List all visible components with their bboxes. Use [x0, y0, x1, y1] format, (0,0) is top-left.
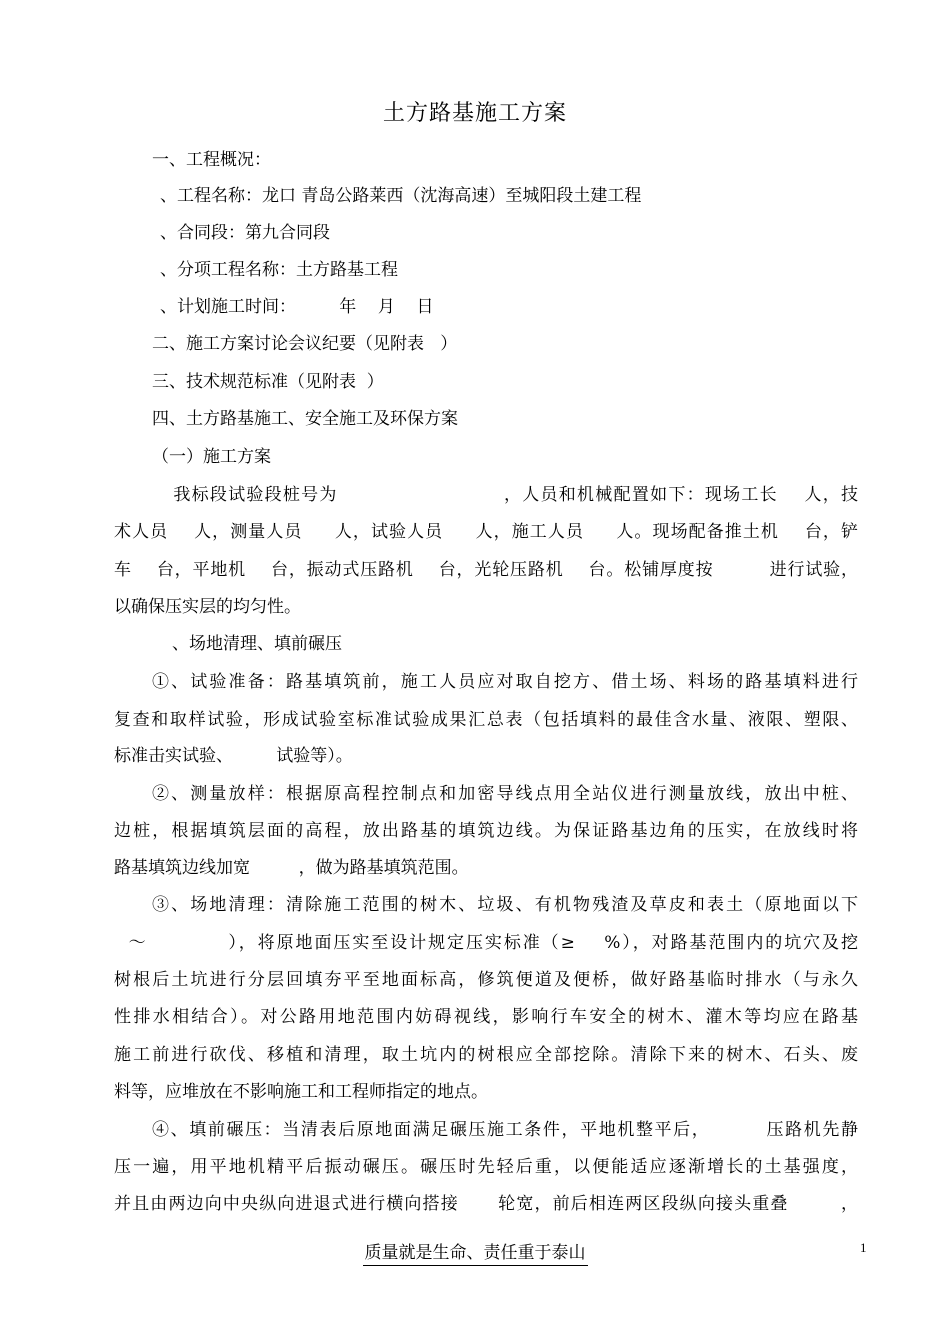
page-number: 1 [860, 1240, 867, 1255]
paragraph-line: ②、测量放样：根据原高程控制点和加密导线点用全站仪进行测量放线，放出中桩、 [152, 784, 858, 804]
info-line: 、工程名称：龙口 青岛公路莱西（沈海高速）至城阳段土建工程 [160, 186, 642, 206]
paragraph-line: ～ ），将原地面压实至设计规定压实标准（≥ %），对路基范围内的坑穴及挖 [114, 933, 858, 953]
paragraph-line: 标准击实试验、 试验等）。 [114, 746, 353, 766]
paragraph-line: ③、场地清理：清除施工范围的树木、垃圾、有机物残渣及草皮和表土（原地面以下 [152, 895, 858, 915]
paragraph-line: 复查和取样试验，形成试验室标准试验成果汇总表（包括填料的最佳含水量、液限、塑限、 [114, 710, 858, 730]
paragraph-line: 料等，应堆放在不影响施工和工程师指定的地点。 [114, 1082, 488, 1102]
paragraph-line: 压一遍，用平地机精平后振动碾压。碾压时先轻后重，以便能适应逐渐增长的土基强度， [114, 1157, 858, 1177]
paragraph-line: ④、填前碾压：当清表后原地面满足碾压施工条件，平地机整平后， 压路机先静 [152, 1120, 858, 1140]
page-footer [0, 1238, 950, 1263]
paragraph-line: 并且由两边向中央纵向进退式进行横向搭接 轮宽，前后相连两区段纵向接头重叠 ， [114, 1194, 858, 1214]
section-heading: 三、技术规范标准（见附表 ） [152, 372, 384, 392]
paragraph-line: 性排水相结合）。对公路用地范围内妨碍视线，影响行车安全的树木、灌木等均应在路基 [114, 1007, 858, 1027]
paragraph-line: 车 台，平地机 台，振动式压路机 台，光轮压路机 台。松铺厚度按 进行试验， [114, 560, 858, 580]
paragraph-line: 术人员 人，测量人员 人，试验人员 人，施工人员 人。现场配备推土机 台，铲 [114, 522, 858, 542]
section-heading: 四、土方路基施工、安全施工及环保方案 [152, 409, 458, 429]
info-line: 、合同段：第九合同段 [160, 223, 330, 243]
info-line: 、计划施工时间： 年 月 日 [160, 297, 434, 317]
document-title: 土方路基施工方案 [382, 101, 567, 126]
section-heading: 二、施工方案讨论会议纪要（见附表 ） [152, 334, 458, 354]
paragraph-line: 以确保压实层的均匀性。 [114, 597, 301, 617]
paragraph-line: 路基填筑边线加宽 ，做为路基填筑范围。 [114, 858, 469, 878]
paragraph-line: 边桩，根据填筑层面的高程，放出路基的填筑边线。为保证路基边角的压实，在放线时将 [114, 821, 858, 841]
paragraph-line: 我标段试验段桩号为 ，人员和机械配置如下：现场工长 人，技 [160, 485, 858, 505]
subsection-heading: （一）施工方案 [152, 447, 271, 467]
section-heading: 一、工程概况： [152, 150, 271, 170]
paragraph-line: ①、试验准备：路基填筑前，施工人员应对取自挖方、借土场、料场的路基填料进行 [152, 672, 858, 692]
paragraph-line: 树根后土坑进行分层回填夯平至地面标高，修筑便道及便桥，做好路基临时排水（与永久 [114, 970, 858, 990]
info-line: 、分项工程名称：土方路基工程 [160, 260, 398, 280]
footer-slogan: 质量就是生命、责任重于泰山 [363, 1243, 588, 1266]
subsection-heading: 、场地清理、填前碾压 [172, 634, 342, 654]
paragraph-line: 施工前进行砍伐、移植和清理，取土坑内的树根应全部挖除。清除下来的树木、石头、废 [114, 1045, 858, 1065]
